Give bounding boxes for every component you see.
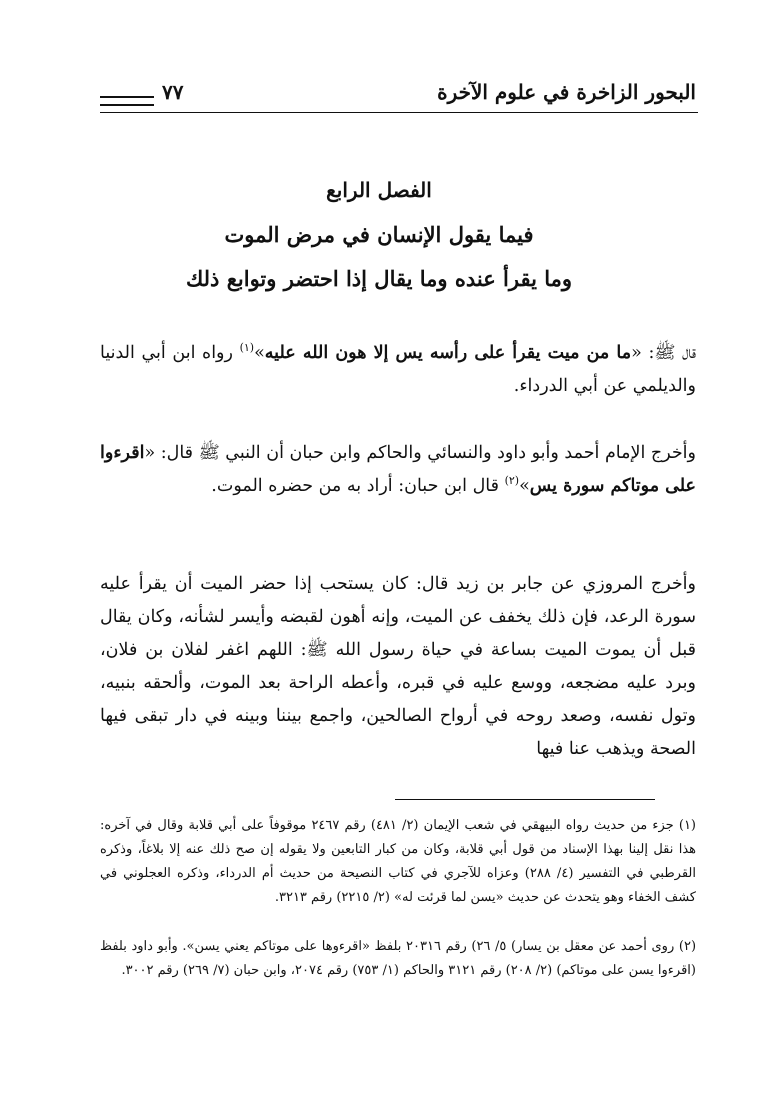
paragraph-text: رواه ابن أبي الدنيا والديلمي عن أبي الدرداء. xyxy=(100,343,696,396)
paragraph-text: » xyxy=(254,343,265,363)
paragraph-2 xyxy=(100,437,696,503)
hadith-quote: اقرءوا على موتاكم سورة يس xyxy=(100,443,696,496)
header-rule xyxy=(100,112,698,113)
footnote-marker: (١) xyxy=(239,341,255,355)
footnote-1: (١) جزء من حديث رواه البيهقي في شعب الإيمان (٢/ ٤٨١) رقم ٢٤٦٧ موقوفاً على أبي قلابة وقال في آخره: هذا نقل إلينا بهذا الإسناد من قول أبي قلابة، وكان من كبار التابعين ولا يقوله إن صح ذلك عنه إلا بلاغاً، وذكره القرطبي في التفسير (٤/ ٢٨٨) وعزاه للآجري في كتاب النصيحة من حديث أم الدرداء، وذكره العجلوني في كشف الخفاء وهو يتحدث عن حديث «يسن لما قرئت له» (٢/ ٢٢١٥) رقم ٣٢١٣. xyxy=(100,818,696,905)
footnote-2: (٢) روى أحمد عن معقل بن يسار) ٥/ ٢٦) رقم ٢٠٣١٦ بلفظ «اقرءوها على موتاكم يعني يسن». وأبو داود بلفظ (اقرءوا يسن على موتاكم) (٢/ ٢٠٨) رقم ٣١٢١ والحاكم (١/ ٧٥٣) رقم ٢٠٧٤، وابن حبان (٧/ ٢٦٩) رقم ٣٠٠٢. xyxy=(100,939,697,978)
paragraph-text: وأخرج الإمام أحمد وأبو داود والنسائي والحاكم وابن حبان أن النبي ﷺ قال: « xyxy=(144,443,696,463)
paragraph-1 xyxy=(100,337,696,403)
page-number: ٧٧ xyxy=(162,80,184,104)
header-ornament-lines xyxy=(100,96,154,106)
footnote-separator xyxy=(395,799,655,800)
chapter-title-line2: وما يقرأ عنده وما يقال إذا احتضر وتوابع ذلك xyxy=(185,266,573,291)
chapter-label: الفصل الرابع xyxy=(326,178,432,202)
paragraph-text: قال ابن حبان: أراد به من حضره الموت. xyxy=(211,476,505,496)
paragraph-text: قال ﷺ: « xyxy=(631,343,697,363)
chapter-title-line1: فيما يقول الإنسان في مرض الموت xyxy=(224,222,534,247)
footnote-marker: (٢) xyxy=(504,474,520,488)
paragraph-3: وأخرج المروزي عن جابر بن زيد قال: كان يستحب إذا حضر الميت أن يقرأ عليه سورة الرعد، فإن ذلك يخفف عن الميت، وإنه أهون لقبضه وأيسر لشأنه، وكان يقال قبل أن يموت الميت بساعة في حياة رسول الله ﷺ: اللهم اغفر لفلان بن فلان، وبرد عليه مضجعه، ووسع عليه في قبره، وأعطه الراحة بعد الموت، وألحقه بنبيه، وتول نفسه، وصعد روحه في أرواح الصالحين، واجمع بيننا وبينه في دار تبقى فيها الصحة ويذهب عنا فيها xyxy=(100,574,696,759)
paragraph-text: » xyxy=(519,476,530,496)
hadith-quote: ما من ميت يقرأ على رأسه يس إلا هون الله عليه xyxy=(264,343,632,363)
running-header-title: البحور الزاخرة في علوم الآخرة xyxy=(437,80,696,104)
